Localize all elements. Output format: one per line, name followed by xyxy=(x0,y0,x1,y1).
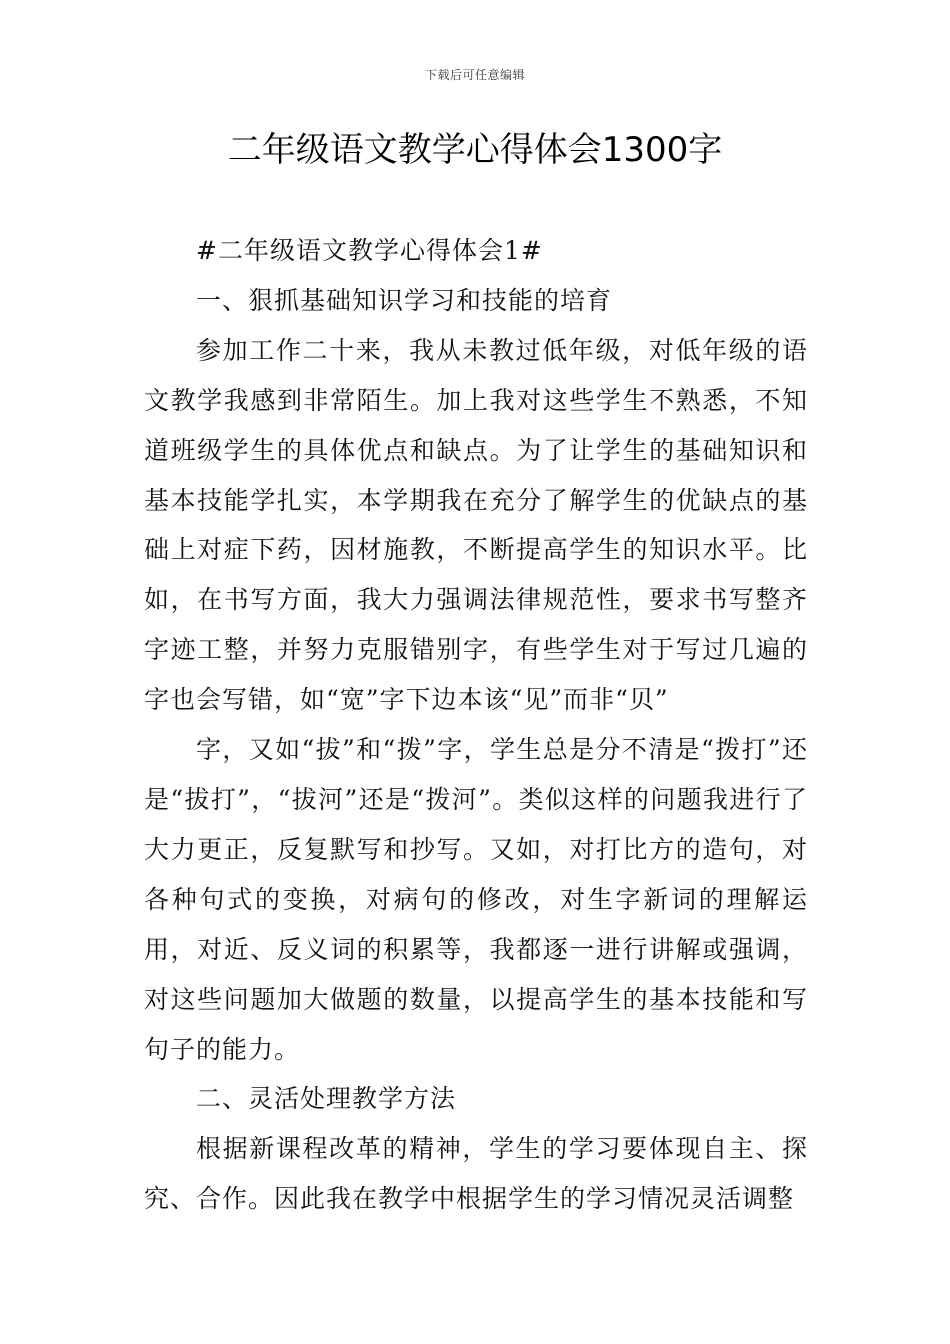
body-paragraph: 参加工作二十来，我从未教过低年级，对低年级的语文教学我感到非常陌生。加上我对这些学生不熟悉，不知道班级学生的具体优点和缺点。为了让学生的基础知识和基本技能学扎实，本学期我在充分了解学生的优缺点的基础上对症下药，因材施教，不断提高学生的知识水平。比如，在书写方面，我大力强调法律规范性，要求书写整齐字迹工整，并努力克服错别字，有些学生对于写过几遍的字也会写错，如“宽”字下边本该“见”而非“贝” xyxy=(144,335,808,715)
header-note: 下载后可任意编辑 xyxy=(424,68,525,82)
section-heading-1: 一、狠抓基础知识学习和技能的培育 xyxy=(196,285,613,315)
document-title: 二年级语文教学心得体会1300字 xyxy=(227,130,723,170)
section-heading-2: 二、灵活处理教学方法 xyxy=(196,1084,457,1114)
document-body xyxy=(144,226,808,1224)
section-subtitle: #二年级语文教学心得体会1# xyxy=(196,236,543,265)
body-paragraph: 根据新课程改革的精神，学生的学习要体现自主、探究、合作。因此我在教学中根据学生的学习情况灵活调整 xyxy=(144,1134,808,1214)
body-paragraph: 字，又如“拔”和“拨”字，学生总是分不清是“拨打”还是“拔打”，“拔河”还是“拨河”。类似这样的问题我进行了大力更正，反复默写和抄写。又如，对打比方的造句，对各种句式的变换，对病句的修改，对生字新词的理解运用，对近、反义词的积累等，我都逐一进行讲解或强调，对这些问题加大做题的数量，以提高学生的基本技能和写句子的能力。 xyxy=(144,735,808,1064)
